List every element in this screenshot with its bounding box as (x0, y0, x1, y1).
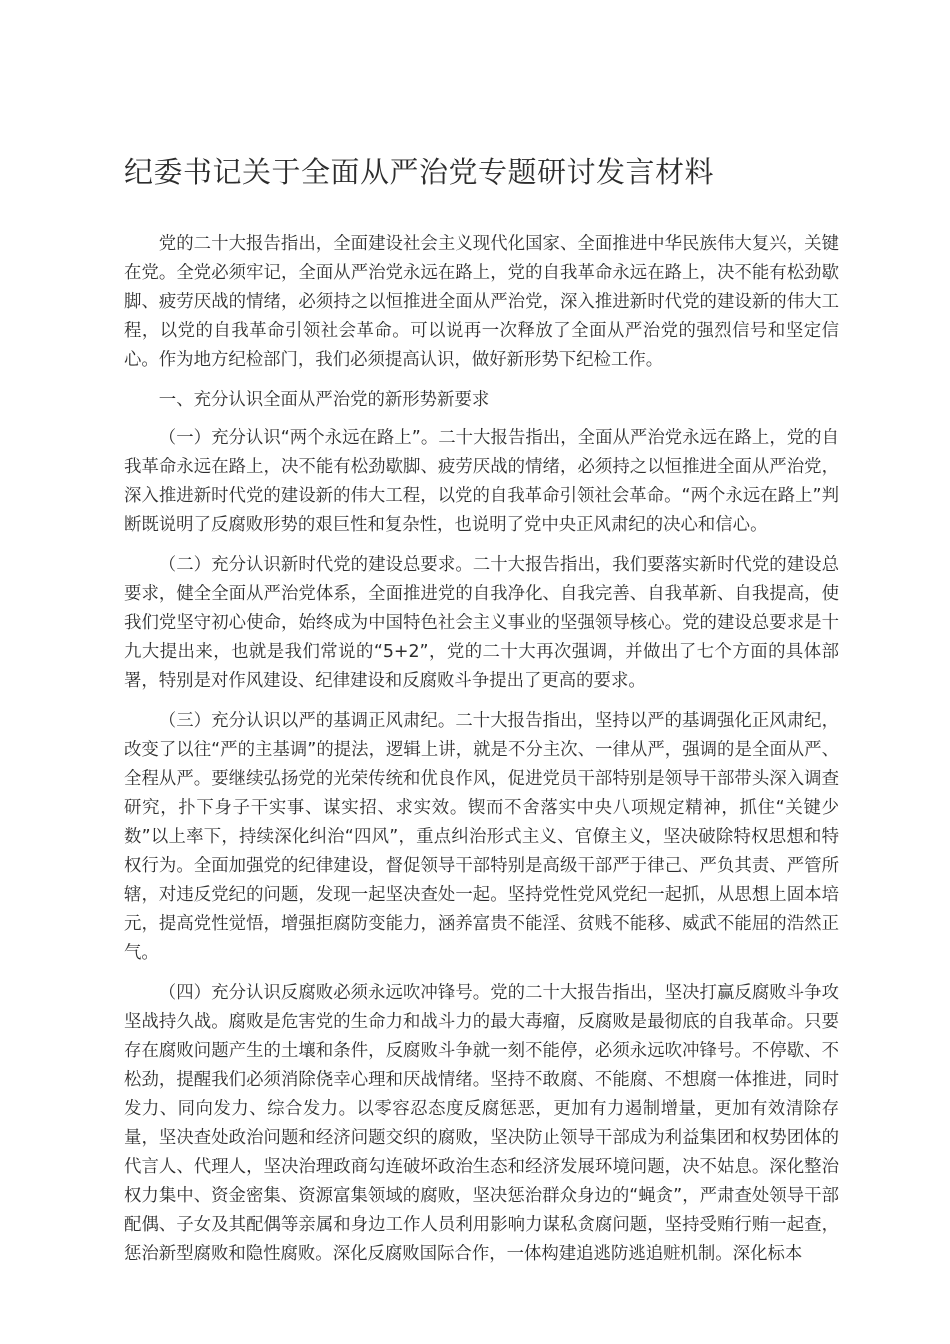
paragraph-3: （三）充分认识以严的基调正风肃纪。二十大报告指出，坚持以严的基调强化正风肃纪，改变了以往“严的主基调”的提法，逻辑上讲，就是不分主次、一律从严，强调的是全面从严、全程从严。要继续弘扬党的光荣传统和优良作风，促进党员干部特别是领导干部带头深入调查研究，扑下身子干实事、谋实招、求实效。锲而不舍落实中央八项规定精神，抓住“关键少数”以上率下，持续深化纠治“四风”，重点纠治形式主义、官僚主义，坚决破除特权思想和特权行为。全面加强党的纪律建设，督促领导干部特别是高级干部严于律己、严负其责、严管所辖，对违反党纪的问题，发现一起坚决查处一起。坚持党性党风党纪一起抓，从思想上固本培元，提高党性觉悟，增强拒腐防变能力，涵养富贵不能淫、贫贱不能移、威武不能屈的浩然正气。 (124, 711, 839, 963)
intro-paragraph: 党的二十大报告指出，全面建设社会主义现代化国家、全面推进中华民族伟大复兴，关键在党。全党必须牢记，全面从严治党永远在路上，党的自我革命永远在路上，决不能有松劲歇脚、疲劳厌战的情绪，必须持之以恒推进全面从严治党，深入推进新时代党的建设新的伟大工程，以党的自我革命引领社会革命。可以说再一次释放了全面从严治党的强烈信号和坚定信心。作为地方纪检部门，我们必须提高认识，做好新形势下纪检工作。 (124, 234, 839, 370)
paragraph-1-lead: （一）充分认识“两个永远在路上”。 (158, 428, 439, 448)
paragraph-1 (124, 424, 839, 540)
section-heading: 一、充分认识全面从严治党的新形势新要求 (158, 390, 490, 410)
paragraph-4: （四）充分认识反腐败必须永远吹冲锋号。党的二十大报告指出，坚决打赢反腐败斗争攻坚战持久战。腐败是危害党的生命力和战斗力的最大毒瘤，反腐败是最彻底的自我革命。只要存在腐败问题产生的土壤和条件，反腐败斗争就一刻不能停，必须永远吹冲锋号。不停歇、不松劲，提醒我们必须消除侥幸心理和厌战情绪。坚持不敢腐、不能腐、不想腐一体推进，同时发力、同向发力、综合发力。以零容忍态度反腐惩恶，更加有力遏制增量，更加有效清除存量，坚决查处政治问题和经济问题交织的腐败，坚决防止领导干部成为利益集团和权势团体的代言人、代理人，坚决治理政商勾连破坏政治生态和经济发展环境问题，决不姑息。深化整治权力集中、资金密集、资源富集领域的腐败，坚决惩治群众身边的“蝇贪”，严肃查处领导干部配偶、子女及其配偶等亲属和身边工作人员利用影响力谋私贪腐问题，坚持受贿行贿一起查，惩治新型腐败和隐性腐败。深化反腐败国际合作，一体构建追逃防逃追赃机制。深化标本 (124, 983, 839, 1264)
paragraph-2: （二）充分认识新时代党的建设总要求。二十大报告指出，我们要落实新时代党的建设总要求，健全全面从严治党体系，全面推进党的自我净化、自我完善、自我革新、自我提高，使我们党坚守初心使命，始终成为中国特色社会主义事业的坚强领导核心。党的建设总要求是十九大提出来，也就是我们常说的“5+2”，党的二十大再次强调，并做出了七个方面的具体部署，特别是对作风建设、纪律建设和反腐败斗争提出了更高的要求。 (124, 555, 839, 691)
document-title: 纪委书记关于全面从严治党专题研讨发言材料 (124, 155, 715, 189)
paragraph-1-body: 二十大报告指出，全面从严治党永远在路上，党的自我革命永远在路上，决不能有松劲歇脚、疲劳厌战的情绪，必须持之以恒推进全面从严治党，深入推进新时代党的建设新的伟大工程，以党的自我革命引领社会革命。“两个永远在路上”判断既说明了反腐败形势的艰巨性和复杂性，也说明了党中央正风肃纪的决心和信心。 (124, 428, 839, 535)
document-body (124, 230, 839, 1280)
